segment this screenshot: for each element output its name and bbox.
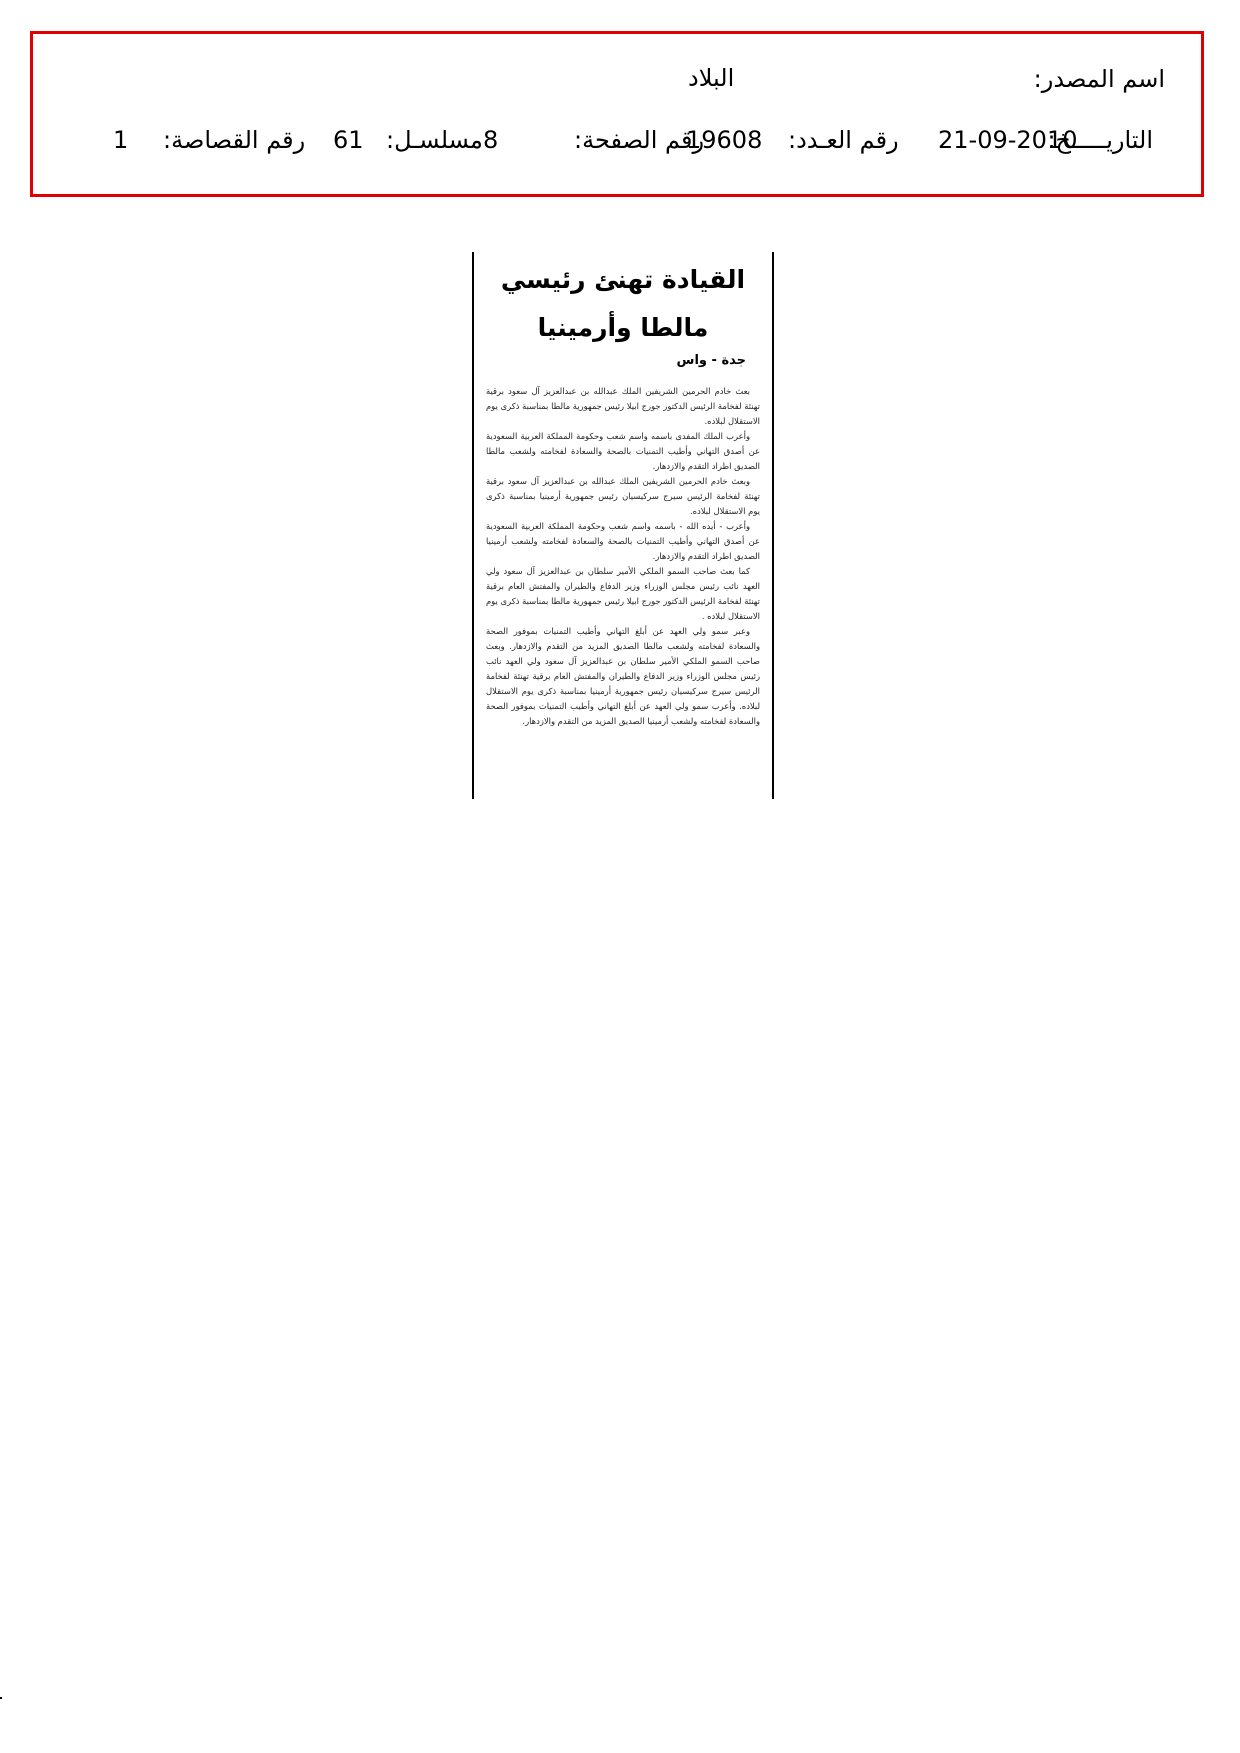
article-paragraph: كما بعث صاحب السمو الملكي الأمير سلطان بن عبدالعزيز آل سعود ولي العهد نائب رئيس مجلس الوزراء وزير الدفاع والطيران والمفتش العام برقية تهنئة لفخامة الرئيس الدكتور جورج ابيلا رئيس جمهورية مالطا بمناسبة ذكرى يوم الاستقلال لبلاده . [486, 566, 760, 621]
article-paragraph: وأعرب - أيده الله - باسمه واسم شعب وحكومة المملكة العربية السعودية عن أصدق التهاني وأطيب التمنيات بالصحة والسعادة لفخامته ولشعب أرمينيا الصديق اطراد التقدم والازدهار. [486, 521, 760, 561]
issue-number-value: 19608 [686, 126, 763, 154]
date-label: التاريـــــخ: [1047, 126, 1153, 154]
source-label: اسم المصدر: [1033, 65, 1165, 93]
article-paragraph: وبعث خادم الحرمين الشريفين الملك عبدالله بن عبدالعزيز آل سعود برقية تهنئة لفخامة الرئيس سيرج سركيسيان رئيس جمهورية أرمينيا بمناسبة ذكرى يوم الاستقلال لبلاده. [486, 476, 760, 516]
issue-number-label: رقم العـدد: [788, 126, 899, 154]
scan-speck [0, 1697, 2, 1699]
page-number-label: رقم الصفحة: [574, 126, 705, 154]
serial-label: مسلسـل: [386, 126, 483, 154]
clipping-header-box [30, 31, 1204, 197]
newspaper-clipping [472, 252, 774, 799]
article-dateline: جدة - واس [676, 353, 746, 368]
source-value: البلاد [688, 64, 735, 92]
clipping-number-label: رقم القصاصة: [163, 126, 306, 154]
date-value: 21-09-2010 [938, 126, 1078, 154]
article-paragraph: وأعرب الملك المفدى باسمه واسم شعب وحكومة المملكة العربية السعودية عن أصدق التهاني وأطيب التمنيات بالصحة والسعادة لفخامته ولشعب مالطا الصديق اطراد التقدم والازدهار. [486, 431, 760, 471]
article-paragraph: وعبر سمو ولي العهد عن أبلغ التهاني وأطيب التمنيات بموفور الصحة والسعادة لفخامته ولشعب مالطا الصديق المزيد من التقدم والازدهار. وبعث صاحب السمو الملكي الأمير سلطان بن عبدالعزيز آل سعود ولي العهد نائب رئيس مجلس الوزراء وزير الدفاع والطيران والمفتش العام برقية تهنئة لفخامة الرئيس سيرج سركيسيان رئيس جمهورية أرمينيا بمناسبة ذكرى يوم الاستقلال لبلاده. وأعرب سمو ولي العهد عن أبلغ التهاني وأطيب التمنيات بموفور الصحة والسعادة لفخامته ولشعب أرمينيا الصديق المزيد من التقدم والازدهار. [486, 626, 760, 726]
clipping-number-value: 1 [113, 126, 129, 154]
article-body [486, 384, 760, 729]
page-number-value: 8 [483, 126, 499, 154]
serial-value: 61 [333, 126, 364, 154]
article-paragraph: بعث خادم الحرمين الشريفين الملك عبدالله بن عبدالعزيز آل سعود برقية تهنئة لفخامة الرئيس الدكتور جورج ابيلا رئيس جمهورية مالطا بمناسبة ذكرى يوم الاستقلال لبلاده. [486, 386, 760, 426]
article-headline: القيادة تهنئ رئيسي مالطا وأرمينيا [500, 265, 746, 342]
